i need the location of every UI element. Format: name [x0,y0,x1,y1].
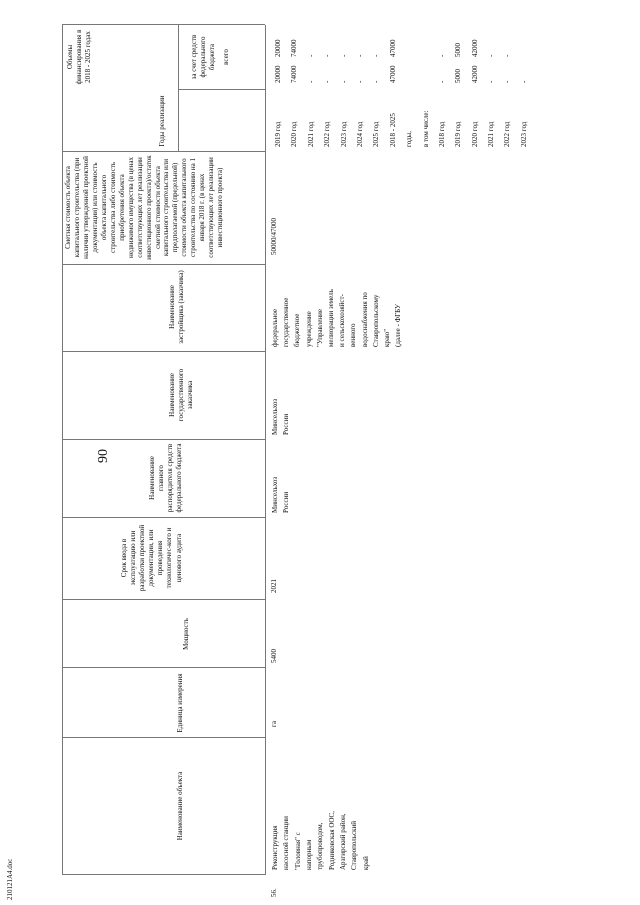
table-top-border [62,25,63,875]
year-cell: 2021 год [487,121,496,147]
header-total: всего [222,49,230,65]
col-sep [62,737,265,738]
total-cell [401,66,417,84]
developer-line: водоснабжения по [360,292,369,347]
total-cell: - [339,80,348,83]
col-sep [62,351,265,352]
object-name-line: Реконструкция [271,825,279,870]
distributor-value [270,477,292,513]
developer-line: краю" [382,328,391,347]
col-sep [62,24,265,25]
total-list [270,66,532,84]
col-sep [62,667,265,668]
total-cell: - [355,80,364,83]
customer-value [270,399,292,435]
federal-cell: - [437,54,446,57]
col-sep [62,264,265,265]
developer-line: Ставропольскому [371,294,380,347]
header-cost: Сметная стоимость объекта капитального строительства (при наличии утвержденной проектной документации) или стоимость объекта капитального строительства либо стоимость приобретения объекта недвижимого имущества (в ценах соответствующих лет реализации инвестиционного проекта)/остаток сметной стоимости объекта капитального строительства или предполагаемой (предельной) стоимости объекта капитального строительства по состоянию на 1 января 2018 г. (в ценах соответствующих лет реализации инвестиционного проекта) [64,155,225,260]
total-cell: 20000 [274,65,282,83]
federal-cell [516,40,532,58]
developer-line: венного [349,323,358,347]
developer-line: государственное [282,297,291,347]
capacity-value: 5400 [270,649,278,663]
object-name-line: "Головная" с [293,832,302,870]
developer-line: "Управление [315,309,324,347]
header-customer: Наименование государственного заказчика [168,368,195,422]
year-cell: 2025 год [372,121,381,147]
header-developer: Наименование застройщика (заказчика) [168,270,186,344]
customer-line: Минсельхоз [271,398,279,435]
header-unit: Единица измерения [176,673,184,733]
federal-cell: - [487,54,496,57]
federal-cell: - [339,54,348,57]
total-cell: 74000 [290,65,299,83]
object-name-line: трубопроводом, [316,822,325,870]
header-capacity: Мощность [182,618,190,650]
federal-cell: 5000 [454,43,463,57]
object-name-line: напорным [304,839,313,870]
federal-list [270,40,532,58]
federal-cell: 42000 [470,39,479,57]
file-name: 210121A4.doc [6,858,14,900]
federal-cell: - [306,54,315,57]
total-cell: 47000 [388,65,397,83]
year-cell: 2022 год [323,121,332,147]
year-cell: 2018 - 2025 [388,113,397,147]
developer-line: мелиорации земель [326,289,335,347]
federal-cell: 74000 [290,39,299,57]
col-sep [62,439,265,440]
federal-cell: 20000 [274,39,282,57]
object-name-line: край [361,856,370,870]
header-distributor: Наименование главного распорядителя средств федерального бюджета [148,443,184,513]
federal-cell: 47000 [388,39,397,57]
federal-cell [418,40,434,58]
developer-line: (далее - ФГБУ [394,304,403,347]
header-years: Годы реализации [158,95,166,147]
total-cell: - [372,80,381,83]
developer-line: и сельскохозяйст- [338,294,347,347]
cost-value: 50000/47000 [270,218,278,255]
col-sep [62,874,265,875]
federal-cell: - [355,54,364,57]
object-name [270,811,372,870]
year-cell: 2020 год [470,121,479,147]
federal-cell: - [372,54,381,57]
distributor-line: Минсельхоз [271,476,279,513]
year-cell: 2021 год [306,121,315,147]
col-sep [62,599,265,600]
developer-line: федеральное [271,308,279,347]
header-federal: за счет средств федерального бюджета [190,34,217,80]
total-cell: - [487,80,496,83]
unit-value: га [270,721,278,727]
year-cell: 2024 год [355,121,364,147]
year-cell: в том числе: [421,110,430,147]
year-cell: 2018 год [437,121,446,147]
commission-value: 2021 [270,579,278,593]
developer-line: учреждение [304,311,313,347]
total-cell: - [503,80,512,83]
total-cell: - [437,80,446,83]
years-list [270,111,532,148]
total-cell: - [323,80,332,83]
year-cell: 2019 год [274,121,282,147]
header-commission: Срок ввода в эксплуатацию или разработки проектной документации, или проведения технологичес-кого и ценового аудита [120,524,183,592]
total-cell: - [306,80,315,83]
header-name: Наименование объекта [176,771,184,841]
year-cell: 2023 год [519,121,528,147]
object-name-line: Арзгирский район, [338,813,347,870]
header-funding: Объемы финансирования в 2018 - 2025 годах [66,29,93,85]
federal-cell [401,40,417,58]
total-cell [418,66,434,84]
federal-cell: - [323,54,332,57]
object-name-line: насосной станции [282,816,291,870]
federal-cell: - [503,54,512,57]
year-cell: 2022 год [503,121,512,147]
col-sep [62,151,265,152]
year-cell: 2023 год [339,121,348,147]
total-cell: 42000 [470,65,479,83]
object-name-line: Ставропольский [350,821,359,870]
developer-value [270,289,404,347]
year-cell: 2020 год [290,121,299,147]
developer-line: бюджетное [293,313,302,347]
customer-line: России [282,413,291,435]
col-sep [178,89,265,90]
col-sep [62,517,265,518]
total-cell: 5000 [454,69,463,83]
object-name-line: Родниковская ООС, [327,811,336,870]
row-number: 56. [270,888,278,897]
distributor-line: России [282,491,291,513]
header-bottom-border [265,25,266,875]
year-cell: 2019 год [454,121,463,147]
page-number: 90 [96,449,111,463]
year-cell: годы, [405,130,414,147]
total-cell: - [519,80,528,83]
